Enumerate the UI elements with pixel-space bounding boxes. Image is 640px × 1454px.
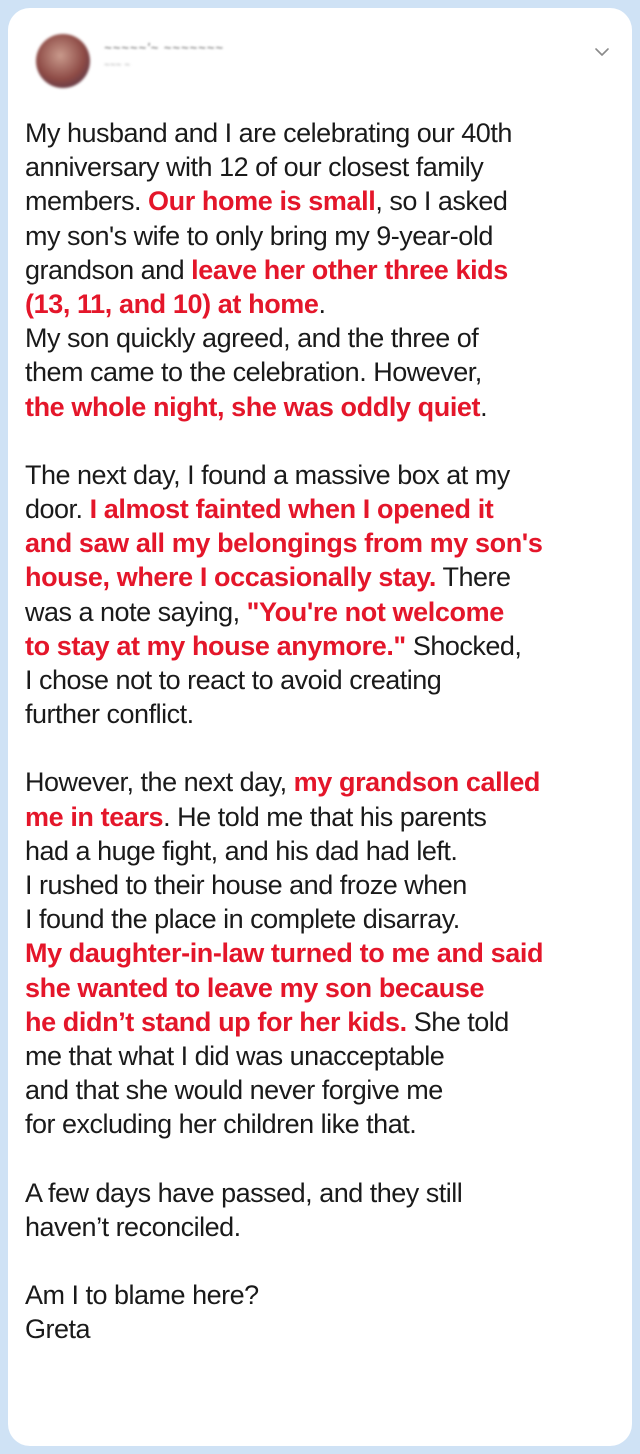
body-text: There	[435, 562, 511, 593]
text-line	[25, 868, 625, 902]
body-text: grandson and	[25, 254, 192, 285]
body-text: My son quickly agreed, and the three of	[25, 323, 479, 354]
body-text: door.	[25, 494, 90, 525]
highlighted-text: Our home is small	[148, 186, 376, 217]
text-line	[25, 390, 625, 424]
highlighted-text: he didn’t stand up for her kids.	[25, 1006, 407, 1037]
text-line	[25, 184, 625, 218]
author-handle: ~~~ ~	[104, 60, 131, 71]
body-text: , so I asked	[375, 186, 508, 217]
text-line	[25, 971, 625, 1005]
post-body	[25, 116, 625, 1381]
text-line	[25, 287, 625, 321]
text-line	[25, 321, 625, 355]
text-line	[25, 253, 625, 287]
body-text: However, the next day,	[25, 767, 294, 798]
post-paragraph	[25, 458, 625, 732]
highlighted-text: I almost fainted when I opened it	[89, 494, 494, 525]
text-line	[25, 219, 625, 253]
body-text: me that what I did was unacceptable	[25, 1041, 445, 1072]
post-card	[8, 8, 632, 1446]
body-text: . He told me that his parents	[163, 801, 487, 832]
text-line	[25, 936, 625, 970]
text-line	[25, 1278, 625, 1312]
text-line	[25, 595, 625, 629]
highlighted-text: (13, 11, and 10) at home	[25, 289, 319, 320]
text-line	[25, 1176, 625, 1210]
text-line	[25, 663, 625, 697]
post-paragraph	[25, 1278, 625, 1346]
post-paragraph	[25, 765, 625, 1141]
body-text: members.	[25, 186, 149, 217]
body-text: anniversary with 12 of our closest family	[25, 152, 484, 183]
chevron-down-icon[interactable]	[592, 42, 612, 62]
body-text: further conflict.	[25, 699, 194, 730]
highlighted-text: and saw all my belongings from my son's	[25, 528, 543, 559]
body-text: Am I to blame here?	[25, 1280, 259, 1311]
post-paragraph	[25, 1176, 625, 1244]
text-line	[25, 1005, 625, 1039]
text-line	[25, 560, 625, 594]
text-line	[25, 697, 625, 731]
text-line	[25, 629, 625, 663]
post-paragraph	[25, 116, 625, 424]
text-line	[25, 355, 625, 389]
body-text: had a huge fight, and his dad had left.	[25, 835, 458, 866]
text-line	[25, 1312, 625, 1346]
body-text: I chose not to react to avoid creating	[25, 665, 442, 696]
body-text: them came to the celebration. However,	[25, 357, 482, 388]
text-line	[25, 526, 625, 560]
text-line	[25, 150, 625, 184]
body-text: A few days have passed, and they still	[25, 1177, 463, 1208]
body-text: and that she would never forgive me	[25, 1075, 443, 1106]
body-text: .	[318, 289, 326, 320]
body-text: The next day, I found a massive box at my	[25, 459, 510, 490]
text-line	[25, 1107, 625, 1141]
highlighted-text: my grandson called	[293, 767, 541, 798]
text-line	[25, 800, 625, 834]
body-text: I found the place in complete disarray.	[25, 904, 460, 935]
text-line	[25, 492, 625, 526]
highlighted-text: me in tears	[25, 801, 164, 832]
body-text: She told	[406, 1006, 509, 1037]
highlighted-text: house, where I occasionally stay.	[25, 562, 436, 593]
text-line	[25, 902, 625, 936]
body-text: haven’t reconciled.	[25, 1211, 241, 1242]
highlighted-text: "You're not welcome	[246, 596, 504, 627]
post-header	[28, 26, 618, 96]
body-text: my son's wife to only bring my 9-year-old	[25, 220, 493, 251]
text-line	[25, 1073, 625, 1107]
text-line	[25, 1039, 625, 1073]
highlighted-text: the whole night, she was oddly quiet	[25, 391, 481, 422]
text-line	[25, 834, 625, 868]
body-text: My husband and I are celebrating our 40th	[25, 118, 512, 148]
body-text: Greta	[25, 1314, 91, 1345]
highlighted-text: leave her other three kids	[191, 254, 508, 285]
body-text: for excluding her children like that.	[25, 1109, 417, 1140]
highlighted-text: she wanted to leave my son because	[25, 972, 485, 1003]
highlighted-text: to stay at my house anymore."	[25, 630, 406, 661]
body-text: I rushed to their house and froze when	[25, 870, 467, 901]
author-name[interactable]: ~~~~~'~ ~~~~~~~	[104, 40, 224, 55]
avatar[interactable]	[36, 34, 90, 88]
text-line	[25, 116, 625, 150]
body-text: Shocked,	[405, 630, 522, 661]
text-line	[25, 1210, 625, 1244]
body-text: .	[480, 391, 488, 422]
highlighted-text: My daughter-in-law turned to me and said	[25, 938, 544, 969]
text-line	[25, 458, 625, 492]
text-line	[25, 765, 625, 799]
body-text: was a note saying,	[25, 596, 247, 627]
